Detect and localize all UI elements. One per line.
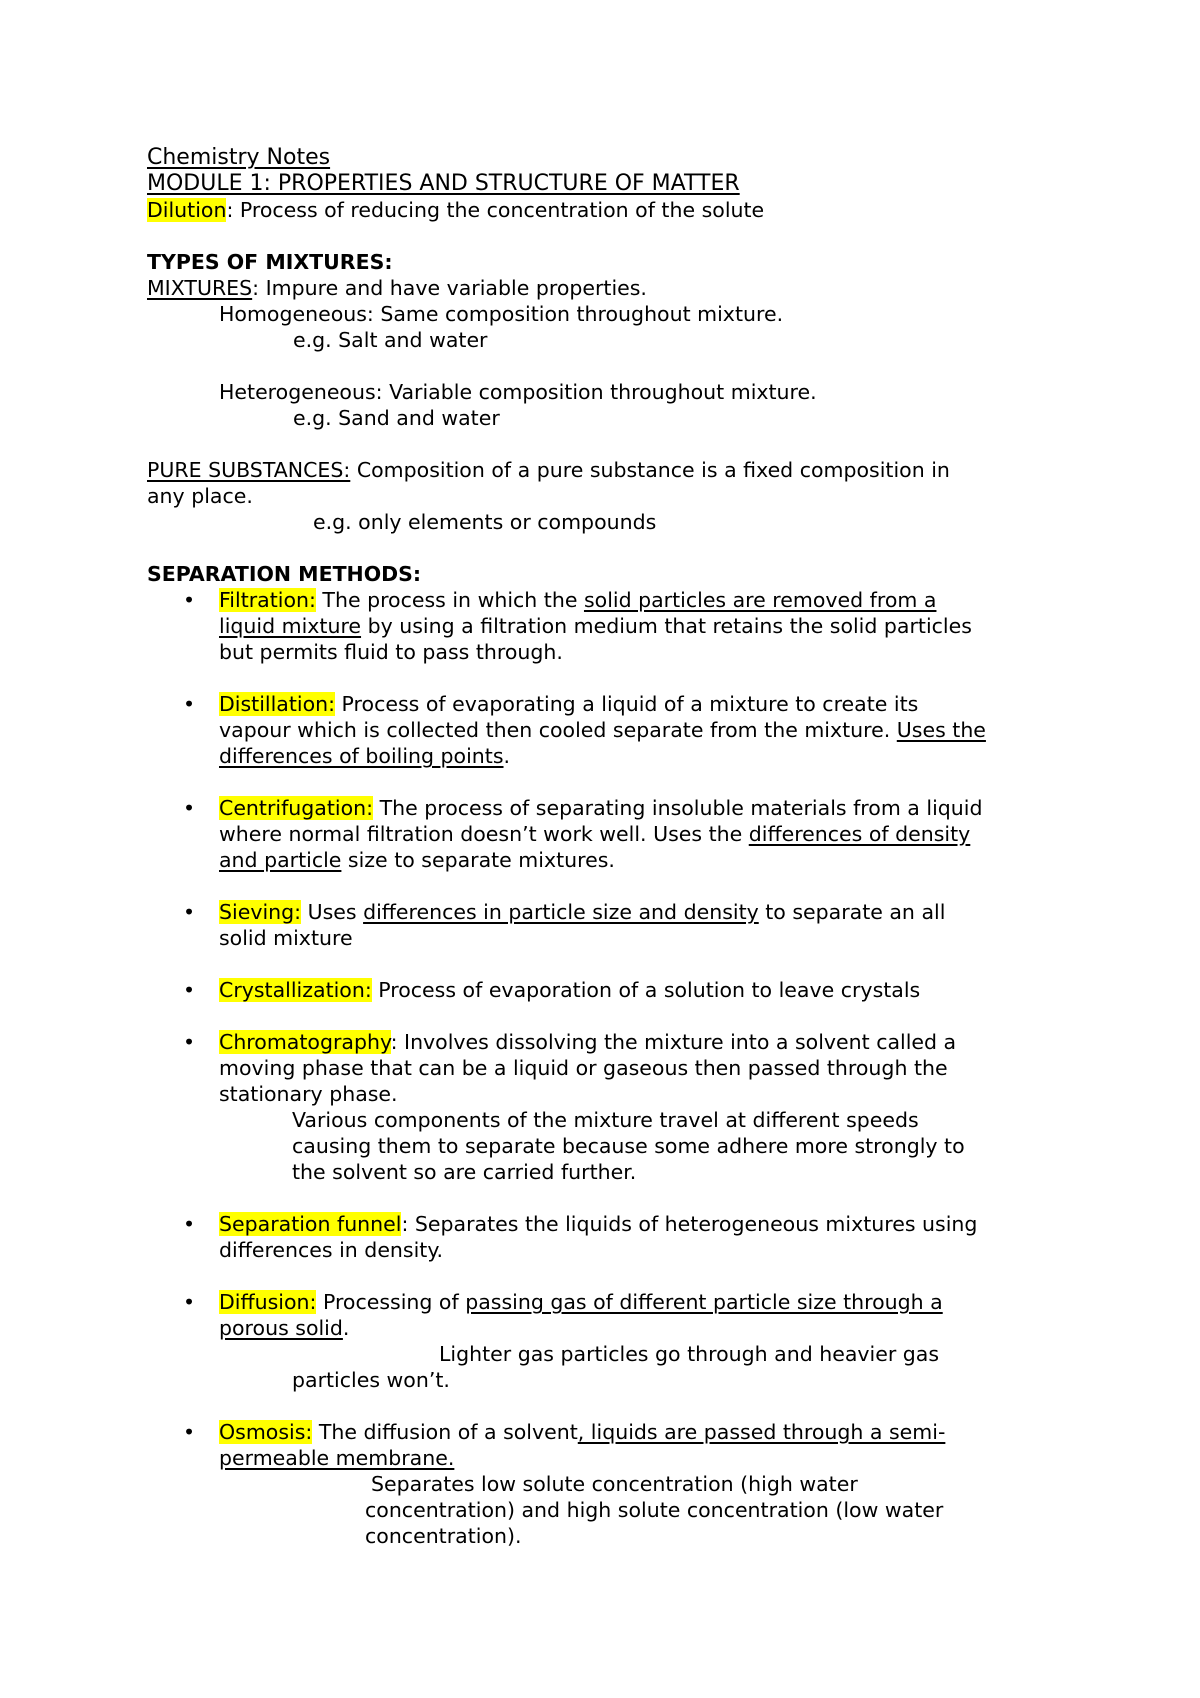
separation-heading: SEPARATION METHODS: [147, 562, 422, 586]
module-heading: MODULE 1: PROPERTIES AND STRUCTURE OF MATTER [147, 171, 740, 196]
list-item-separation-funnel: • Separation funnel: Separates the liquids of heterogeneous mixtures using differences in density. [183, 1212, 978, 1262]
dilution-definition [147, 197, 1067, 223]
sieving-term: Sieving: [219, 900, 302, 924]
pure-substances-text-cont: any place. [147, 484, 253, 508]
filtration-term: Filtration: [219, 588, 316, 612]
distillation-term: Distillation: [219, 692, 336, 716]
pure-substances-definition [147, 457, 1067, 483]
bullet-icon: • [183, 796, 196, 820]
list-item-osmosis: • Osmosis: The diffusion of a solvent, liquids are passed through a semi- permeable membrane. Separates low solute concentration (high water concentration) and high solute concentration (low water concentration). [183, 1420, 946, 1548]
mixtures-term: MIXTURES [147, 276, 253, 300]
bullet-icon: • [183, 900, 196, 924]
list-item-diffusion: • Diffusion: Processing of passing gas of different particle size through a porous solid. Lighter gas particles go through and heavier gas particles won’t. [183, 1290, 943, 1392]
pure-substances-example: e.g. only elements or compounds [313, 510, 657, 534]
mixtures-text: : Impure and have variable properties. [252, 276, 647, 300]
pure-substances-term: PURE SUBSTANCES: [147, 458, 351, 482]
list-item-sieving: • Sieving: Uses differences in particle size and density to separate an all solid mixture [183, 900, 946, 950]
centrifugation-term: Centrifugation: [219, 796, 374, 820]
document-page [147, 145, 1067, 1549]
bullet-icon: • [183, 1212, 196, 1236]
homogeneous-example: e.g. Salt and water [293, 328, 488, 352]
dilution-term: Dilution [147, 198, 227, 222]
bullet-icon: • [183, 692, 196, 716]
bullet-icon: • [183, 1420, 196, 1444]
dilution-text: : Process of reducing the concentration of the solute [226, 198, 765, 222]
list-item-centrifugation: • Centrifugation: The process of separating insoluble materials from a liquid where normal filtration doesn’t work well. Uses the differences of density and particle size to separate mixtures. [183, 796, 983, 872]
osmosis-term: Osmosis: [219, 1420, 313, 1444]
bullet-icon: • [183, 1030, 196, 1054]
heterogeneous-example: e.g. Sand and water [293, 406, 500, 430]
homogeneous-definition: Homogeneous: Same composition throughout mixture. [219, 302, 784, 326]
list-item-crystallization: • Crystallization: Process of evaporation of a solution to leave crystals [183, 978, 921, 1002]
crystallization-term: Crystallization: [219, 978, 372, 1002]
document-title: Chemistry Notes [147, 145, 331, 170]
separation-funnel-term: Separation funnel [219, 1212, 402, 1236]
chromatography-term: Chromatography [219, 1030, 391, 1054]
bullet-icon: • [183, 1290, 196, 1314]
mixtures-definition [147, 275, 1067, 301]
bullet-icon: • [183, 588, 196, 612]
list-item-filtration: • Filtration: The process in which the solid particles are removed from a liquid mixture by using a filtration medium that retains the solid particles but permits fluid to pass through. [183, 588, 972, 664]
bullet-icon: • [183, 978, 196, 1002]
heterogeneous-definition: Heterogeneous: Variable composition throughout mixture. [219, 380, 817, 404]
diffusion-term: Diffusion: [219, 1290, 317, 1314]
list-item-distillation: • Distillation: Process of evaporating a liquid of a mixture to create its vapour which is collected then cooled separate from the mixture. Uses the differences of boiling points. [183, 692, 986, 768]
mixtures-heading: TYPES OF MIXTURES: [147, 250, 393, 274]
pure-substances-text: Composition of a pure substance is a fixed composition in [350, 458, 950, 482]
list-item-chromatography: • Chromatography: Involves dissolving the mixture into a solvent called a moving phase that can be a liquid or gaseous then passed through the stationary phase. Various components of the mixture travel at different speeds causing them to separate because some adhere more strongly to the solvent so are carried further. [183, 1030, 965, 1184]
